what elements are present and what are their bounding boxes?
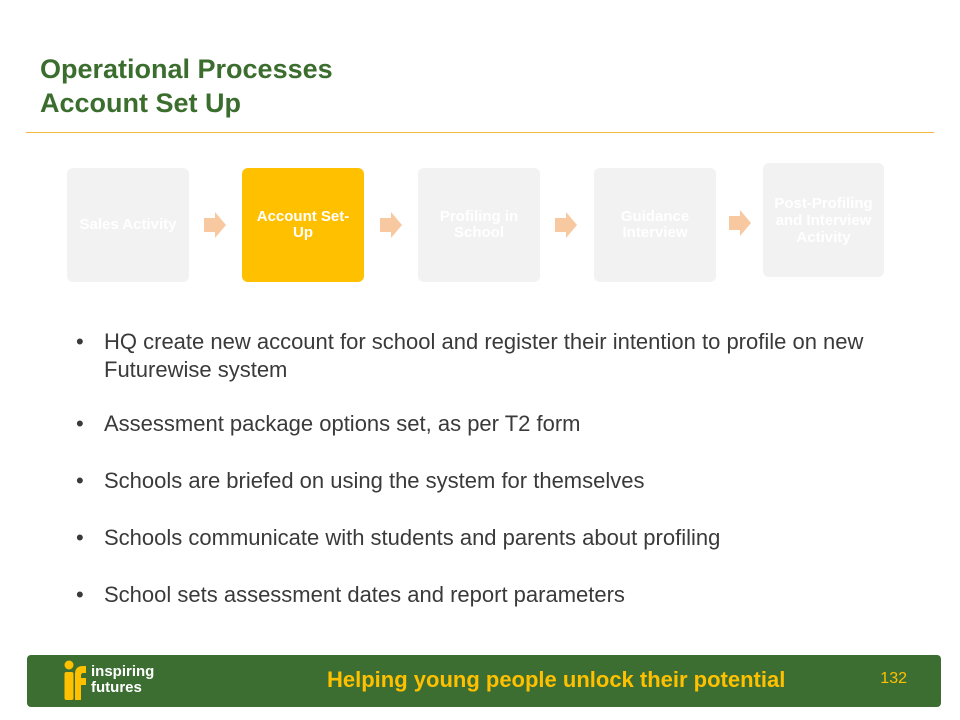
process-step-post-profiling: [763, 163, 884, 277]
bullet-icon: •: [76, 329, 84, 354]
list-item: [70, 581, 870, 609]
footer-tagline: Helping young people unlock their potential: [327, 667, 786, 692]
list-item: [70, 328, 870, 384]
bullet-icon: •: [76, 525, 84, 550]
bullet-text: HQ create new account for school and register their intention to profile on new Futurewise system: [104, 329, 864, 382]
process-step-sales-activity: [67, 168, 189, 282]
arrow-right-icon: [204, 212, 226, 238]
title-line-2: Account Set Up: [40, 88, 242, 118]
list-item: [70, 410, 870, 438]
arrow-right-icon: [729, 210, 751, 236]
logo-line-1: inspiring: [91, 663, 155, 680]
step-label: Account Set-Up: [256, 208, 350, 241]
list-item: [70, 524, 870, 552]
footer-bar: [27, 655, 941, 707]
inspiring-futures-logo-icon: [61, 660, 87, 702]
list-item: [70, 467, 870, 495]
bullet-icon: •: [76, 582, 84, 607]
title-divider: [26, 132, 934, 133]
bullet-icon: •: [76, 468, 84, 493]
process-step-profiling-in-school: [418, 168, 540, 282]
bullet-text: Schools are briefed on using the system for themselves: [104, 468, 645, 493]
logo-line-2: futures: [91, 679, 142, 696]
step-label: Profiling in School: [439, 208, 519, 241]
process-step-account-setup: [242, 168, 364, 282]
bullet-list: [70, 328, 870, 635]
arrow-right-icon: [380, 212, 402, 238]
bullet-text: Assessment package options set, as per T2 form: [104, 411, 581, 436]
arrow-right-icon: [555, 212, 577, 238]
slide-title: [40, 52, 333, 120]
bullet-icon: •: [76, 411, 84, 436]
step-label: Guidance Interview: [620, 208, 690, 241]
title-line-1: Operational Processes: [40, 54, 333, 84]
bullet-text: Schools communicate with students and parents about profiling: [104, 525, 721, 550]
logo-text: [91, 664, 154, 696]
step-label: Post-Profiling and Interview Activity: [774, 194, 873, 246]
step-label: Sales Activity: [79, 216, 177, 233]
page-number: 132: [880, 670, 907, 687]
process-step-guidance-interview: [594, 168, 716, 282]
bullet-text: School sets assessment dates and report parameters: [104, 582, 625, 607]
